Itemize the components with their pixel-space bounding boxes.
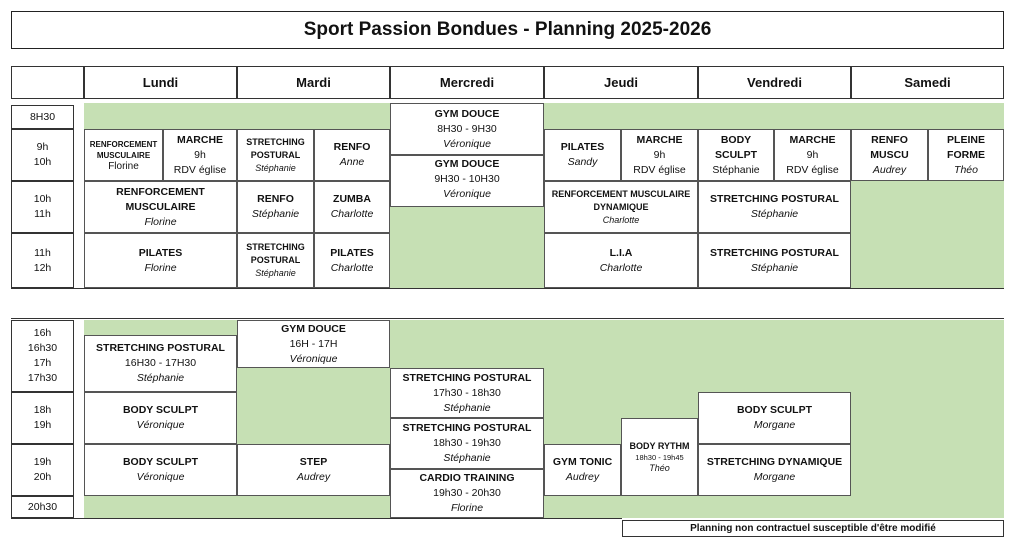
class-name: L.I.A [609,246,633,259]
coach-name: Charlotte [330,261,374,274]
class-name: MARCHE [176,133,224,146]
time-slot-0830 [11,105,74,129]
class-time: 19h30 - 20h30 [433,487,501,499]
class-stretching-vendredi-10h[interactable] [698,181,851,233]
day-header-mardi: Mardi [237,66,390,99]
coach-name: Stéphanie [255,162,296,173]
morning-bg-mercredi [390,207,544,288]
class-name: MARCHE [789,133,836,146]
class-name: RENFORCEMENT [89,139,158,149]
class-body-rythm[interactable] [621,418,698,496]
time-label: 19h [33,456,52,468]
day-header-mercredi: Mercredi [390,66,544,99]
class-body-sculpt-vendredi-18h[interactable] [698,392,851,444]
time-label: 18h [33,404,52,416]
meeting-place: RDV église [786,163,839,176]
time-label: 16h30 [27,342,58,354]
time-label: 17h [33,357,52,369]
time-label: 8H30 [29,110,56,123]
class-stretching-lundi[interactable] [84,335,237,392]
time-slot-2030 [11,496,74,518]
class-marche-lundi[interactable] [163,129,237,181]
coach-name: Stéphanie [750,261,799,274]
class-body-sculpt-lundi-19h[interactable] [84,444,237,496]
disclaimer-note: Planning non contractuel susceptible d'être modifié [622,520,1004,537]
time-label: 20h30 [27,500,58,513]
time-slot-0900 [11,129,74,181]
class-stretching-dynamique[interactable] [698,444,851,496]
class-marche-vendredi[interactable] [774,129,851,181]
class-lia[interactable] [544,233,698,288]
evening-bottom-rule [11,518,622,519]
coach-name: Audrey [296,471,331,483]
time-slot-1000 [11,181,74,233]
coach-name: Véronique [136,471,185,483]
class-name: RENFO [871,133,908,146]
class-name: PILATES [560,141,605,153]
coach-name: Florine [144,261,177,274]
class-time: 16H - 17H [289,337,338,350]
class-name: STRETCHING POSTURAL [710,246,839,259]
class-renforcement-musculaire-10h[interactable] [84,181,237,233]
class-name: GYM DOUCE [434,158,500,170]
coach-name: Florine [108,160,139,172]
coach-name: Anne [339,156,365,168]
meeting-place: RDV église [173,163,227,176]
class-name: STRETCHING POSTURAL [402,422,532,434]
time-label: 10h [33,193,52,205]
coach-name: Théo [954,163,978,176]
coach-name: Florine [450,502,484,514]
class-name: GYM DOUCE [281,322,346,335]
day-header-lundi: Lundi [84,66,237,99]
time-slot-1900 [11,444,74,496]
time-label: 19h [33,419,52,431]
class-name: DYNAMIQUE [593,201,649,212]
class-name: RENFORCEMENT [116,185,205,198]
time-slot-1800 [11,392,74,444]
coach-name: Charlotte [602,214,640,225]
class-name: GYM DOUCE [434,107,500,120]
coach-name: Stéphanie [712,163,760,176]
coach-name: Morgane [753,419,796,431]
time-label: 16h [33,327,52,339]
class-name: STRETCHING [246,242,305,252]
time-slot-1100 [11,233,74,288]
coach-name: Charlotte [599,261,643,274]
coach-name: Audrey [565,471,600,483]
class-body-sculpt-vendredi[interactable] [698,129,774,181]
coach-name: Audrey [872,163,907,176]
class-name: PILATES [330,246,374,259]
morning-bg-right [544,103,1004,129]
class-gym-douce-2[interactable] [390,155,544,207]
class-name: STEP [299,456,328,468]
class-time: 9h [194,148,206,161]
class-time: 18h30 - 19h30 [433,437,501,449]
class-name: POSTURAL [250,149,301,160]
class-time: 8H30 - 9H30 [437,122,497,135]
time-label: 10h [33,156,52,168]
class-name: STRETCHING POSTURAL [96,342,225,354]
class-time: 18h30 - 19h45 [635,452,684,462]
class-name: BODY SCULPT [122,404,199,416]
class-name: POSTURAL [250,255,301,265]
class-name: PILATES [138,246,183,259]
time-label: 11h [34,246,51,259]
coach-name: Charlotte [330,208,374,220]
class-time: 9H30 - 10H30 [434,173,500,185]
morning-bottom-rule [11,288,1004,289]
time-label: 11h [34,208,51,220]
class-name: PLEINE [947,133,985,146]
class-time: 17h30 - 18h30 [433,386,501,399]
day-header-jeudi: Jeudi [544,66,698,99]
class-time: 9h [653,148,666,161]
header-corner [11,66,84,99]
morning-bg-left [84,103,390,129]
coach-name: Stéphanie [255,268,296,278]
class-cardio-training[interactable] [390,469,544,518]
class-name: FORME [947,148,985,161]
coach-name: Théo [649,462,670,473]
class-step[interactable] [237,444,390,496]
coach-name: Stéphanie [443,452,491,464]
morning-bg-samedi [851,181,1004,288]
class-gym-douce-mardi[interactable] [237,320,390,368]
class-pleine-forme[interactable] [928,129,1004,181]
class-name: STRETCHING POSTURAL [402,371,532,384]
class-name: CARDIO TRAINING [419,472,515,484]
class-name: MARCHE [636,133,683,146]
class-renfo-dynamique[interactable] [544,181,698,233]
time-label: 17h30 [27,372,58,384]
class-stretching-mardi[interactable] [237,129,314,181]
class-name: RENFORCEMENT MUSCULAIRE [551,188,691,199]
class-name: BODY [720,133,752,146]
coach-name: Sandy [567,156,598,168]
class-pilates-jeudi[interactable] [544,129,621,181]
coach-name: Stéphanie [750,208,799,220]
meeting-place: RDV église [633,163,686,176]
coach-name: Stéphanie [251,208,300,220]
time-label: 20h [33,471,52,483]
coach-name: Véronique [136,419,185,431]
coach-name: Morgane [753,471,796,483]
class-zumba[interactable] [314,181,390,233]
day-header-vendredi: Vendredi [698,66,851,99]
time-label: 9h [36,141,49,153]
class-name: ZUMBA [333,193,371,205]
class-name: MUSCULAIRE [96,150,151,160]
class-name: SCULPT [715,148,757,161]
class-name: STRETCHING POSTURAL [710,193,839,205]
class-stretching-vendredi-11h[interactable] [698,233,851,288]
class-stretching-mercredi-1[interactable] [390,368,544,418]
coach-name: Stéphanie [136,372,185,384]
class-gym-douce-1[interactable] [390,103,544,155]
class-renfo-mardi[interactable] [314,129,390,181]
evening-top-rule [11,318,1004,319]
page-title: Sport Passion Bondues - Planning 2025-2026 [11,11,1004,49]
class-name: BODY SCULPT [736,404,813,416]
coach-name: Véronique [443,188,491,200]
class-name: GYM TONIC [552,456,613,468]
class-pilates-lundi[interactable] [84,233,237,288]
class-renforcement-musculaire[interactable] [84,129,163,181]
class-name: RENFO [333,141,371,153]
class-gym-tonic[interactable] [544,444,621,496]
class-name: STRETCHING DYNAMIQUE [706,456,843,468]
class-name: RENFO [257,193,294,205]
class-name: BODY RYTHM [629,440,690,451]
class-time: 16H30 - 17H30 [124,357,197,369]
class-stretching-mercredi-2[interactable] [390,418,544,469]
class-renfo-muscu-samedi[interactable] [851,129,928,181]
class-name: MUSCULAIRE [125,200,196,213]
class-name: STRETCHING [246,136,305,147]
class-renfo-mardi-10h[interactable] [237,181,314,233]
day-header-samedi: Samedi [851,66,1004,99]
class-time: 9h [806,148,819,161]
class-name: BODY SCULPT [122,456,199,468]
class-name: MUSCU [870,148,909,161]
class-stretching-mardi-11h[interactable] [237,233,314,288]
time-label: 12h [33,261,52,274]
time-slot-1600 [11,320,74,392]
class-marche-jeudi[interactable] [621,129,698,181]
coach-name: Véronique [289,352,338,365]
coach-name: Stéphanie [443,401,491,414]
coach-name: Florine [144,215,177,228]
class-pilates-mardi[interactable] [314,233,390,288]
class-body-sculpt-lundi-18h[interactable] [84,392,237,444]
coach-name: Véronique [443,137,491,150]
